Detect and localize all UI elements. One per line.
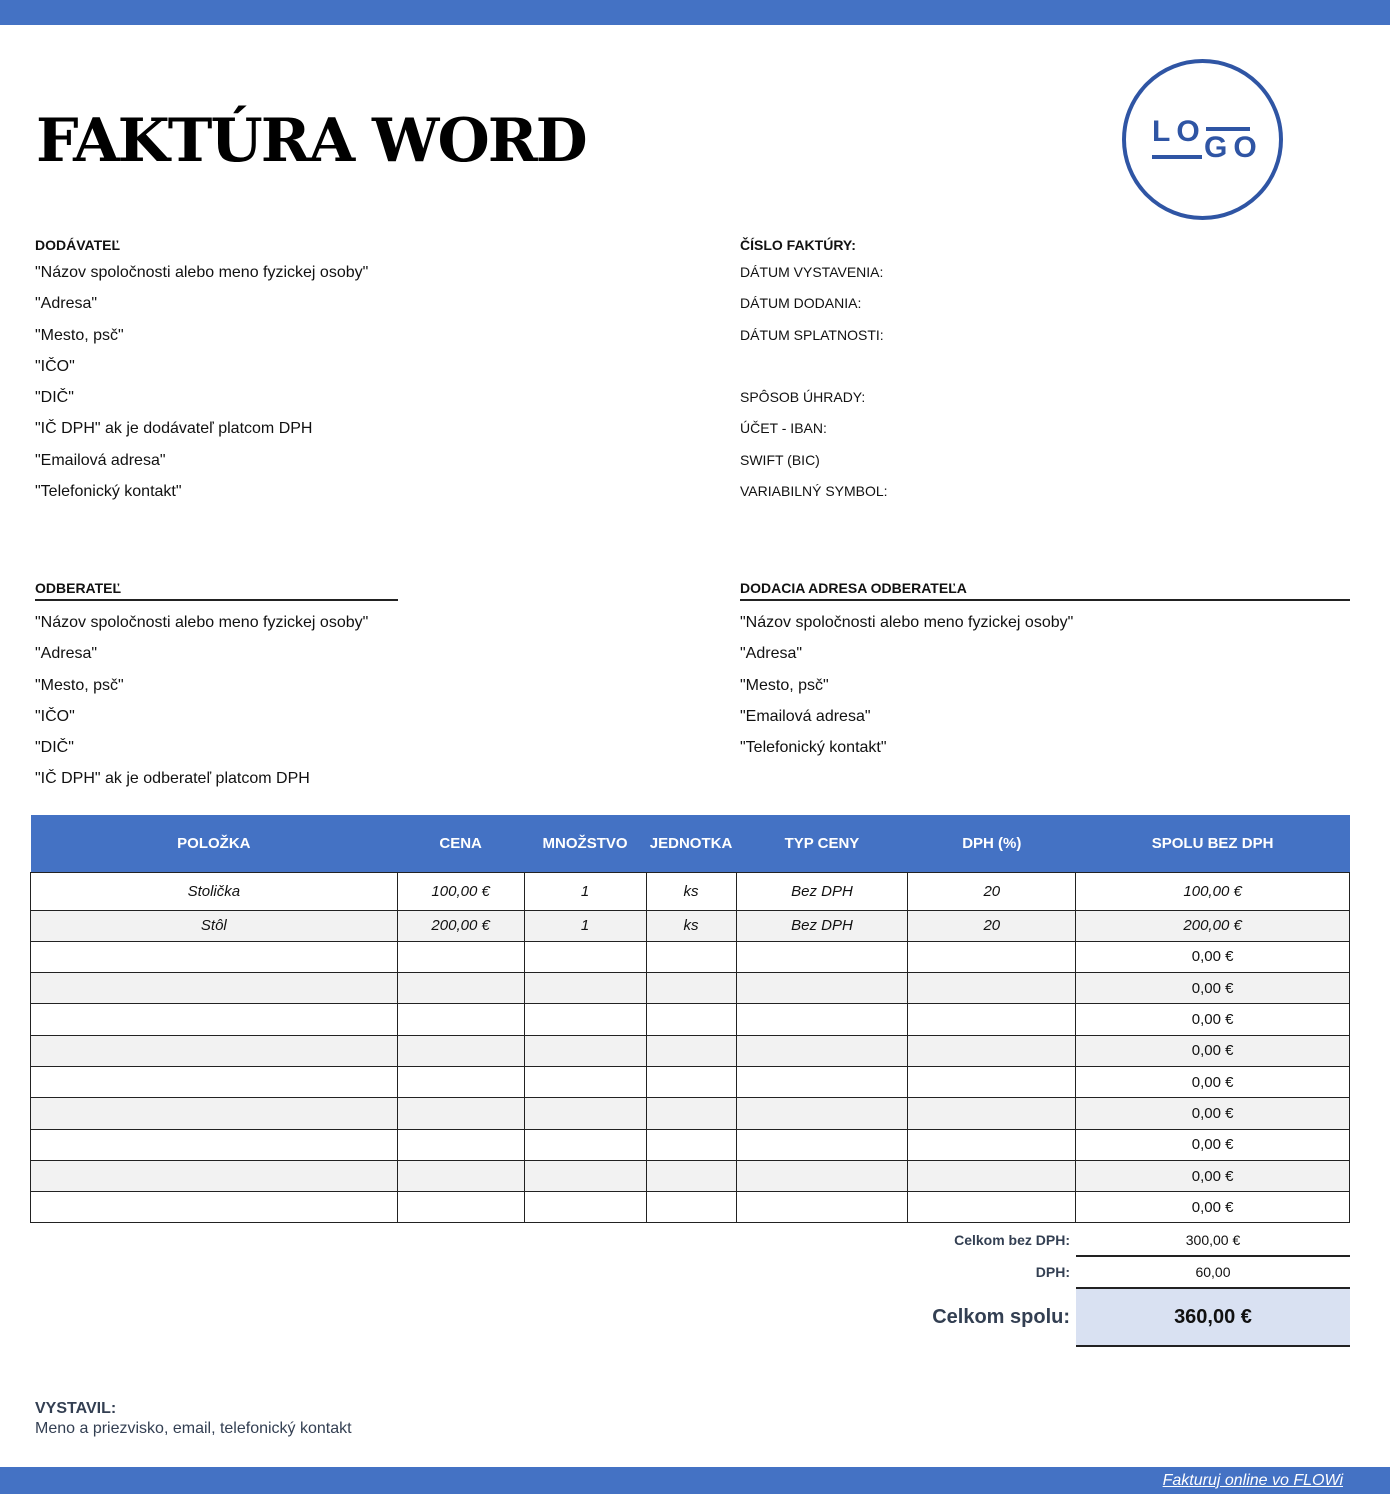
table-row bbox=[31, 872, 1350, 910]
logo-text-bottom: GO bbox=[1204, 131, 1263, 164]
price-type-cell[interactable] bbox=[736, 1035, 908, 1066]
quantity-cell[interactable] bbox=[524, 1066, 646, 1097]
document-title: FAKTÚRA WORD bbox=[36, 106, 586, 176]
column-header-price: CENA bbox=[397, 815, 524, 872]
column-header-price-type: TYP CENY bbox=[736, 815, 908, 872]
price-type-cell[interactable] bbox=[736, 941, 908, 972]
price-cell[interactable] bbox=[397, 1129, 524, 1160]
total-cell: 0,00 € bbox=[1076, 1129, 1350, 1160]
price-cell[interactable] bbox=[397, 1160, 524, 1191]
price-type-cell[interactable] bbox=[736, 1129, 908, 1160]
price-cell[interactable] bbox=[397, 1035, 524, 1066]
unit-cell[interactable] bbox=[646, 941, 736, 972]
unit-cell[interactable] bbox=[646, 1035, 736, 1066]
customer-line[interactable]: "Adresa" bbox=[35, 645, 98, 663]
quantity-cell[interactable] bbox=[524, 1160, 646, 1191]
supplier-line[interactable]: "DIČ" bbox=[35, 389, 74, 407]
column-header-vat: DPH (%) bbox=[908, 815, 1076, 872]
supplier-line[interactable]: "IČO" bbox=[35, 357, 75, 375]
invoice-info-label: DÁTUM DODANIA: bbox=[740, 295, 862, 312]
vat-value: 60,00 bbox=[1076, 1257, 1350, 1289]
supplier-line[interactable]: "Emailová adresa" bbox=[35, 451, 166, 469]
item-cell[interactable] bbox=[31, 1192, 398, 1223]
invoice-info-label: DÁTUM VYSTAVENIA: bbox=[740, 264, 884, 280]
price-cell[interactable]: 100,00 € bbox=[397, 872, 524, 910]
grand-total-value: 360,00 € bbox=[1076, 1289, 1350, 1347]
invoice-info-block bbox=[740, 237, 888, 507]
table-row bbox=[31, 910, 1350, 941]
invoice-number-label: ČÍSLO FAKTÚRY: bbox=[740, 237, 856, 253]
price-type-cell[interactable] bbox=[736, 1098, 908, 1129]
item-cell[interactable] bbox=[31, 1035, 398, 1066]
unit-cell[interactable] bbox=[646, 1160, 736, 1191]
items-table bbox=[30, 815, 1350, 1223]
unit-cell[interactable] bbox=[646, 1004, 736, 1035]
customer-block bbox=[35, 580, 398, 795]
table-row bbox=[31, 1098, 1350, 1129]
column-header-unit: JEDNOTKA bbox=[646, 815, 736, 872]
subtotal-value: 300,00 € bbox=[1076, 1225, 1350, 1257]
vat-label: DPH: bbox=[1035, 1264, 1070, 1280]
price-cell[interactable] bbox=[397, 1192, 524, 1223]
issuer-block bbox=[35, 1400, 352, 1438]
table-row bbox=[31, 941, 1350, 972]
quantity-cell[interactable] bbox=[524, 1035, 646, 1066]
logo bbox=[1122, 59, 1283, 220]
quantity-cell[interactable] bbox=[524, 973, 646, 1004]
total-cell: 0,00 € bbox=[1076, 973, 1350, 1004]
quantity-cell[interactable]: 1 bbox=[524, 910, 646, 941]
column-header-quantity: MNOŽSTVO bbox=[524, 815, 646, 872]
customer-line[interactable]: "DIČ" bbox=[35, 739, 74, 757]
quantity-cell[interactable]: 1 bbox=[524, 872, 646, 910]
unit-cell[interactable]: ks bbox=[646, 872, 736, 910]
delivery-line[interactable]: "Telefonický kontakt" bbox=[740, 739, 887, 757]
vat-row bbox=[900, 1257, 1350, 1289]
vat-cell[interactable] bbox=[908, 1035, 1076, 1066]
quantity-cell[interactable] bbox=[524, 941, 646, 972]
price-cell[interactable] bbox=[397, 1004, 524, 1035]
invoice-info-label: SPÔSOB ÚHRADY: bbox=[740, 389, 866, 406]
table-row bbox=[31, 1192, 1350, 1223]
unit-cell[interactable] bbox=[646, 1098, 736, 1129]
vat-cell[interactable]: 20 bbox=[908, 872, 1076, 910]
item-cell[interactable] bbox=[31, 941, 398, 972]
price-cell[interactable] bbox=[397, 973, 524, 1004]
top-accent-bar bbox=[0, 0, 1390, 25]
price-type-cell[interactable] bbox=[736, 1160, 908, 1191]
delivery-heading: DODACIA ADRESA ODBERATEĽA bbox=[740, 580, 1350, 601]
vat-cell[interactable] bbox=[908, 1129, 1076, 1160]
issuer-text[interactable]: Meno a priezvisko, email, telefonický kontakt bbox=[35, 1420, 352, 1437]
grand-total-label: Celkom spolu: bbox=[932, 1306, 1070, 1328]
vat-cell[interactable] bbox=[908, 941, 1076, 972]
vat-cell[interactable]: 20 bbox=[908, 910, 1076, 941]
subtotal-row bbox=[900, 1225, 1350, 1257]
price-type-cell[interactable] bbox=[736, 1066, 908, 1097]
customer-line[interactable]: "IČO" bbox=[35, 707, 75, 725]
invoice-info-spacer bbox=[740, 351, 888, 382]
invoice-info-label: ÚČET - IBAN: bbox=[740, 420, 827, 437]
item-cell[interactable] bbox=[31, 1066, 398, 1097]
quantity-cell[interactable] bbox=[524, 1004, 646, 1035]
total-cell: 200,00 € bbox=[1076, 910, 1350, 941]
item-cell[interactable] bbox=[31, 1129, 398, 1160]
delivery-line[interactable]: "Emailová adresa" bbox=[740, 707, 871, 725]
price-cell[interactable] bbox=[397, 1066, 524, 1097]
column-header-total: SPOLU BEZ DPH bbox=[1076, 815, 1350, 872]
supplier-heading: DODÁVATEĽ bbox=[35, 237, 121, 253]
price-cell[interactable] bbox=[397, 941, 524, 972]
item-cell[interactable]: Stolička bbox=[31, 872, 398, 910]
supplier-line[interactable]: "Mesto, psč" bbox=[35, 326, 124, 344]
logo-text-top: LO bbox=[1152, 115, 1206, 148]
supplier-block bbox=[35, 237, 368, 507]
item-cell[interactable]: Stôl bbox=[31, 910, 398, 941]
table-row bbox=[31, 973, 1350, 1004]
delivery-line[interactable]: "Názov spoločnosti alebo meno fyzickej osoby" bbox=[740, 614, 1074, 631]
vat-cell[interactable] bbox=[908, 1160, 1076, 1191]
unit-cell[interactable] bbox=[646, 1129, 736, 1160]
price-type-cell[interactable] bbox=[736, 973, 908, 1004]
total-cell: 0,00 € bbox=[1076, 1160, 1350, 1191]
vat-cell[interactable] bbox=[908, 1098, 1076, 1129]
total-cell: 0,00 € bbox=[1076, 1098, 1350, 1129]
subtotal-label: Celkom bez DPH: bbox=[954, 1232, 1070, 1248]
price-type-cell[interactable]: Bez DPH bbox=[736, 910, 908, 941]
total-cell: 0,00 € bbox=[1076, 1066, 1350, 1097]
table-row bbox=[31, 1035, 1350, 1066]
customer-line[interactable]: "Názov spoločnosti alebo meno fyzickej osoby" bbox=[35, 614, 369, 631]
table-row bbox=[31, 1066, 1350, 1097]
unit-cell[interactable] bbox=[646, 973, 736, 1004]
customer-heading: ODBERATEĽ bbox=[35, 580, 398, 601]
total-cell: 0,00 € bbox=[1076, 1035, 1350, 1066]
delivery-line[interactable]: "Mesto, psč" bbox=[740, 676, 829, 694]
customer-line[interactable]: "IČ DPH" ak je odberateľ platcom DPH bbox=[35, 770, 310, 788]
table-row bbox=[31, 1004, 1350, 1035]
price-type-cell[interactable]: Bez DPH bbox=[736, 872, 908, 910]
delivery-line[interactable]: "Adresa" bbox=[740, 645, 803, 663]
item-cell[interactable] bbox=[31, 1004, 398, 1035]
invoice-info-label: DÁTUM SPLATNOSTI: bbox=[740, 326, 884, 343]
invoice-info-label: VARIABILNÝ SYMBOL: bbox=[740, 483, 888, 500]
total-cell: 100,00 € bbox=[1076, 872, 1350, 910]
logo-bar bbox=[1152, 155, 1202, 159]
table-row bbox=[31, 1129, 1350, 1160]
delivery-address-block bbox=[740, 580, 1350, 763]
unit-cell[interactable] bbox=[646, 1066, 736, 1097]
column-header-item: POLOŽKA bbox=[31, 815, 398, 872]
vat-cell[interactable] bbox=[908, 1192, 1076, 1223]
item-cell[interactable] bbox=[31, 1160, 398, 1191]
vat-cell[interactable] bbox=[908, 1004, 1076, 1035]
table-row bbox=[31, 1160, 1350, 1191]
total-cell: 0,00 € bbox=[1076, 1004, 1350, 1035]
grand-total-row bbox=[900, 1289, 1350, 1347]
item-cell[interactable] bbox=[31, 1098, 398, 1129]
unit-cell[interactable] bbox=[646, 1192, 736, 1223]
quantity-cell[interactable] bbox=[524, 1098, 646, 1129]
vat-cell[interactable] bbox=[908, 973, 1076, 1004]
price-cell[interactable]: 200,00 € bbox=[397, 910, 524, 941]
quantity-cell[interactable] bbox=[524, 1129, 646, 1160]
table-header-row bbox=[31, 815, 1350, 872]
flowi-link[interactable]: Fakturuj online vo FLOWi bbox=[1162, 1472, 1343, 1489]
total-cell: 0,00 € bbox=[1076, 941, 1350, 972]
supplier-line[interactable]: "IČ DPH" ak je dodávateľ platcom DPH bbox=[35, 420, 313, 438]
price-cell[interactable] bbox=[397, 1098, 524, 1129]
customer-line[interactable]: "Mesto, psč" bbox=[35, 676, 124, 694]
supplier-line[interactable]: "Názov spoločnosti alebo meno fyzickej osoby" bbox=[35, 264, 369, 281]
item-cell[interactable] bbox=[31, 973, 398, 1004]
supplier-line[interactable]: "Adresa" bbox=[35, 295, 98, 313]
supplier-line[interactable]: "Telefonický kontakt" bbox=[35, 483, 182, 501]
quantity-cell[interactable] bbox=[524, 1192, 646, 1223]
issuer-heading: VYSTAVIL: bbox=[35, 1400, 117, 1417]
price-type-cell[interactable] bbox=[736, 1004, 908, 1035]
total-cell: 0,00 € bbox=[1076, 1192, 1350, 1223]
price-type-cell[interactable] bbox=[736, 1192, 908, 1223]
unit-cell[interactable]: ks bbox=[646, 910, 736, 941]
vat-cell[interactable] bbox=[908, 1066, 1076, 1097]
invoice-info-label: SWIFT (BIC) bbox=[740, 451, 820, 468]
